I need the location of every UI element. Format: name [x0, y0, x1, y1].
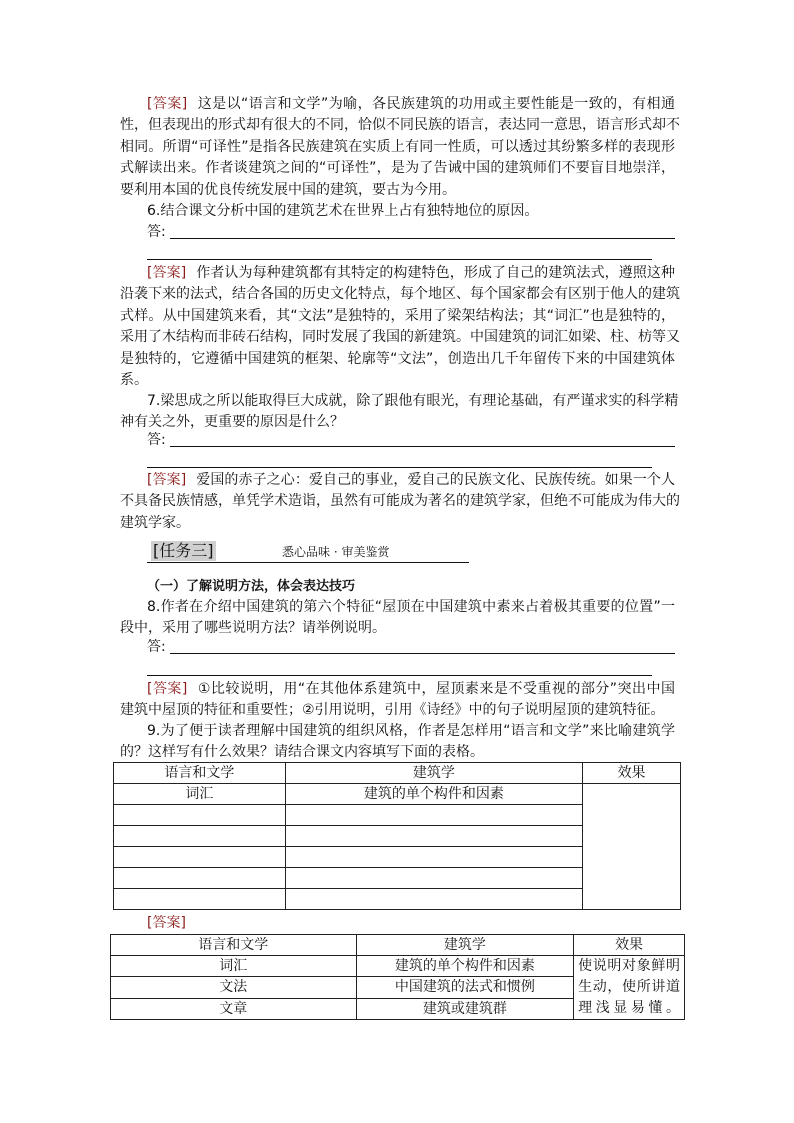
task-subtitle: 悉心品味 · 审美鉴赏	[282, 545, 390, 559]
table-cell: 中国建筑的法式和惯例	[356, 977, 574, 998]
answer-tag: [答案]	[147, 265, 187, 281]
answer-line: 建筑学家。	[120, 515, 190, 531]
table-cell-blank[interactable]	[285, 847, 582, 868]
answer-tag-text: [答案]	[147, 915, 186, 931]
table-cell-blank[interactable]	[114, 805, 286, 826]
text: 这是以“语言和文学”为喻，各民族建筑的功用或主要性能是一致的，有相通	[197, 96, 675, 112]
table-cell-blank[interactable]	[114, 826, 286, 847]
answer-tag: [答案]	[147, 96, 188, 112]
text: 爱国的赤子之心：爱自己的事业，爱自己的民族文化、民族传统。如果一个人	[196, 472, 675, 488]
answer-line: 式解读出来。作者谈建筑之间的“可译性”，是为了告诫中国的建筑师们不要盲目地崇洋，	[120, 160, 675, 176]
table-cell-blank[interactable]	[285, 805, 582, 826]
answer-line	[147, 470, 675, 491]
table-header: 效果	[583, 763, 681, 784]
table-header: 建筑学	[356, 935, 574, 956]
task-header	[147, 541, 469, 563]
task-tag: [任务三]	[153, 541, 214, 560]
table-cell: 建筑的单个构件和因素	[285, 784, 582, 805]
table-cell: 词汇	[114, 784, 286, 805]
table-cell-blank[interactable]	[114, 847, 286, 868]
answer-blank-line[interactable]	[147, 259, 652, 260]
question-6: 6.结合课文分析中国的建筑艺术在世界上占有独特地位的原因。	[147, 203, 539, 219]
effect-cell-blank[interactable]	[583, 784, 681, 910]
effect-cell: 使说明对象鲜明生动，使所讲道理浅显易懂。	[574, 956, 685, 1020]
answer-line: 建筑中屋顶的特征和重要性；②引用说明，引用《诗经》中的句子说明屋顶的建筑特征。	[120, 702, 665, 718]
section-heading: （一）了解说明方法，体会表达技巧	[147, 579, 356, 594]
table-cell: 建筑的单个构件和因素	[356, 956, 574, 977]
answer-blank-line[interactable]	[170, 238, 675, 239]
answer-line: 式样。从中国建筑来看，其“文法”是独特的，采用了梁架结构法；其“词汇”也是独特的，	[120, 308, 675, 324]
answer-tag	[147, 913, 196, 934]
answer-line: 不具备民族情感，单凭学术造诣，虽然有可能成为著名的建筑学家，但绝不可能成为伟大的	[120, 493, 680, 509]
table-cell-blank[interactable]	[114, 868, 286, 889]
fill-in-table	[113, 762, 681, 910]
table-header: 语言和文学	[114, 763, 286, 784]
table-header: 效果	[574, 935, 685, 956]
text: 作者认为每种建筑都有其特定的构建特色，形成了自己的建筑法式，遵照这种	[196, 265, 675, 281]
table-header: 建筑学	[285, 763, 582, 784]
answer-line: 系。	[120, 372, 148, 388]
answer-table	[110, 934, 685, 1020]
answer-tag: [答案]	[147, 472, 187, 488]
answer-line: 是独特的，它遵循中国建筑的框架、轮廓等“文法”，创造出几千年留传下来的中国建筑体	[120, 351, 675, 367]
question-7: 7.梁思成之所以能取得巨大成就，除了跟他有眼光，有理论基础，有严谨求实的科学精	[147, 393, 679, 409]
table-cell: 文法	[111, 977, 357, 998]
table-cell: 词汇	[111, 956, 357, 977]
table-cell: 建筑或建筑群	[356, 998, 574, 1019]
question-8: 段中，采用了哪些说明方法？请举例说明。	[120, 620, 386, 636]
answer-blank-line[interactable]	[170, 653, 675, 654]
answer-prefix: 答:	[147, 639, 166, 655]
answer-blank-line[interactable]	[147, 467, 652, 468]
answer-prefix: 答:	[147, 224, 166, 240]
text: ①比较说明，用“在其他体系建筑中，屋顶素来是不受重视的部分”突出中国	[197, 681, 675, 697]
answer-blank-line[interactable]	[170, 446, 675, 447]
table-header: 语言和文学	[111, 935, 357, 956]
question-8: 8.作者在介绍中国建筑的第六个特征“屋顶在中国建筑中素来占着极其重要的位置”一	[147, 599, 675, 615]
answer-prefix: 答:	[147, 432, 166, 448]
table-cell-blank[interactable]	[285, 868, 582, 889]
table-cell-blank[interactable]	[285, 826, 582, 847]
answer-line: 相同。所谓“可译性”是指各民族建筑在实质上有同一性质，可以透过其纷繁多样的表现形	[120, 139, 675, 155]
question-7: 神有关之外，更重要的原因是什么？	[120, 414, 344, 430]
answer-blank-line[interactable]	[147, 675, 652, 676]
question-9: 的？这样写有什么效果？请结合课文内容填写下面的表格。	[120, 744, 484, 760]
answer-line	[147, 679, 675, 700]
answer-line: 要利用本国的优良传统发展中国的建筑，要古为今用。	[120, 182, 456, 198]
answer-tag: [答案]	[147, 681, 188, 697]
table-cell-blank[interactable]	[114, 889, 286, 910]
answer-line: 采用了木结构而非砖石结构，同时发展了我国的新建筑。中国建筑的词汇如梁、柱、枋等又	[120, 329, 680, 345]
question-9: 9.为了便于读者理解中国建筑的组织风格，作者是怎样用“语言和文学”来比喻建筑学	[147, 723, 675, 739]
answer-line: 性，但表现出的形式却有很大的不同，恰似不同民族的语言，表达同一意思，语言形式却不	[120, 117, 680, 133]
table-cell-blank[interactable]	[285, 889, 582, 910]
answer-line	[147, 263, 675, 284]
answer-line: 沿袭下来的法式，结合各国的历史文化特点，每个地区、每个国家都会有区别于他人的建筑	[120, 286, 680, 302]
answer-line	[147, 94, 675, 115]
table-cell: 文章	[111, 998, 357, 1019]
